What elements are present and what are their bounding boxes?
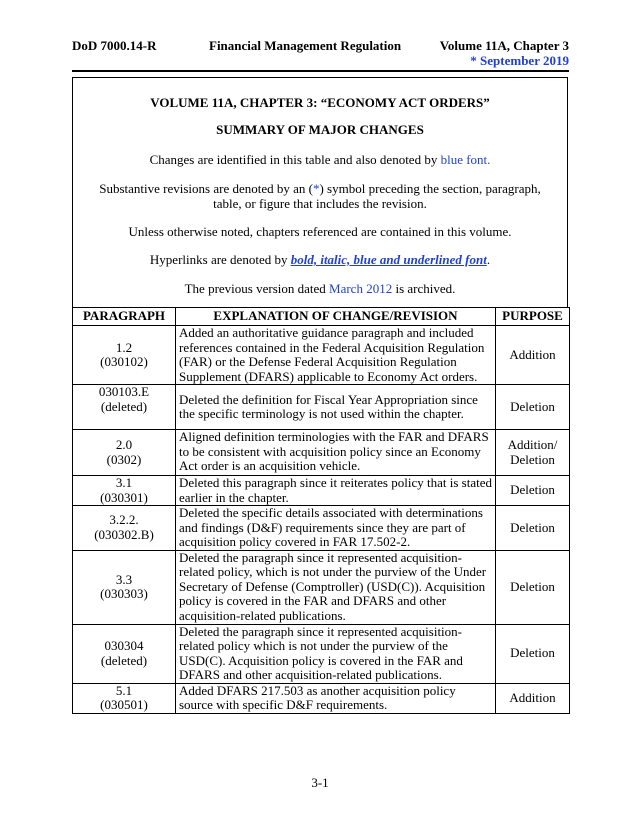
previous-version-note: The previous version dated March 2012 is archived. <box>184 281 456 296</box>
substantive-note: Substantive revisions are denoted by an (*) symbol preceding the section, paragraph, <box>99 181 541 196</box>
purpose-cell: Deletion <box>496 385 570 430</box>
explanation-cell: Deleted this paragraph since it reiterates policy that is stated earlier in the chapter. <box>176 476 496 506</box>
table-row <box>73 385 570 430</box>
paragraph-column-header: PARAGRAPH <box>73 308 176 326</box>
header-rule <box>72 70 569 72</box>
paragraph-cell: 2.0 (0302) <box>73 430 176 476</box>
explanation-cell: Aligned definition terminologies with the FAR and DFARS to be consistent with acquisition policy since an Economy Act order is an acquisition vehicle. <box>176 430 496 476</box>
changes-note: Changes are identified in this table and also denoted by blue font. <box>149 152 491 167</box>
paragraph-cell: 3.2.2. (030302.B) <box>73 506 176 551</box>
purpose-cell: Addition <box>496 683 570 713</box>
paragraph-cell: 3.3 (030303) <box>73 550 176 624</box>
header-date: * September 2019 <box>470 53 569 68</box>
header-volume: Volume 11A, Chapter 3 <box>439 38 569 53</box>
paragraph-cell: 030103.E (deleted) <box>73 385 176 430</box>
substantive-note-line2: table, or figure that includes the revision. <box>213 196 427 211</box>
paragraph-cell: 5.1 (030501) <box>73 683 176 713</box>
table-row <box>73 624 570 683</box>
purpose-cell: Addition <box>496 326 570 385</box>
header-title: Financial Management Regulation <box>209 38 402 53</box>
hyperlink-note: Hyperlinks are denoted by bold, italic, blue and underlined font. <box>149 252 491 267</box>
explanation-cell: Deleted the paragraph since it represented acquisition-related policy which is not under the purview of the USD(C). Acquisition policy is covered in the FAR and DFARS and other acquisition-related publications. <box>176 624 496 683</box>
table-header-row <box>73 308 570 326</box>
explanation-column-header: EXPLANATION OF CHANGE/REVISION <box>176 308 496 326</box>
purpose-column-header: PURPOSE <box>496 308 570 326</box>
purpose-cell: Deletion <box>496 624 570 683</box>
table-row <box>73 430 570 476</box>
table-row <box>73 476 570 506</box>
summary-box <box>72 77 568 308</box>
purpose-cell: Addition/ Deletion <box>496 430 570 476</box>
page-number: 3-1 <box>311 775 329 790</box>
changes-table <box>72 307 570 714</box>
header-doc-id: DoD 7000.14-R <box>72 38 157 53</box>
table-row <box>73 506 570 551</box>
blue-font-label: blue font. <box>440 152 491 167</box>
explanation-cell: Deleted the paragraph since it represented acquisition-related policy, which is not under the purview of the Under Secretary of Defense (Comptroller) (USD(C)). Acquisition policy is covered in the FAR and DFARS and other acquisition-related publications. <box>176 550 496 624</box>
table-row <box>73 683 570 713</box>
asterisk-symbol: * <box>312 181 320 196</box>
paragraph-cell: 3.1 (030301) <box>73 476 176 506</box>
purpose-cell: Deletion <box>496 550 570 624</box>
purpose-cell: Deletion <box>496 476 570 506</box>
explanation-cell: Added DFARS 217.503 as another acquisition policy source with specific D&F requirements. <box>176 683 496 713</box>
previous-version-date: March 2012 <box>329 281 393 296</box>
explanation-cell: Added an authoritative guidance paragraph and included references contained in the Federal Acquisition Regulation (FAR) or the Defense Federal Acquisition Regulation Supplement (DFARS) applicable to Economy Act orders. <box>176 326 496 385</box>
summary-subtitle: SUMMARY OF MAJOR CHANGES <box>216 122 424 137</box>
chapter-title: VOLUME 11A, CHAPTER 3: “ECONOMY ACT ORDERS” <box>150 95 490 110</box>
chapters-note: Unless otherwise noted, chapters referenced are contained in this volume. <box>128 224 512 239</box>
paragraph-cell: 030304 (deleted) <box>73 624 176 683</box>
table-row <box>73 326 570 385</box>
hyperlink-style-sample[interactable]: bold, italic, blue and underlined font <box>290 252 487 267</box>
purpose-cell: Deletion <box>496 506 570 551</box>
explanation-cell: Deleted the specific details associated with determinations and findings (D&F) requirements since they are part of acquisition policy covered in FAR 17.502-2. <box>176 506 496 551</box>
table-row <box>73 550 570 624</box>
explanation-cell: Deleted the definition for Fiscal Year Appropriation since the specific terminology is not used within the chapter. <box>176 385 496 430</box>
paragraph-cell: 1.2 (030102) <box>73 326 176 385</box>
